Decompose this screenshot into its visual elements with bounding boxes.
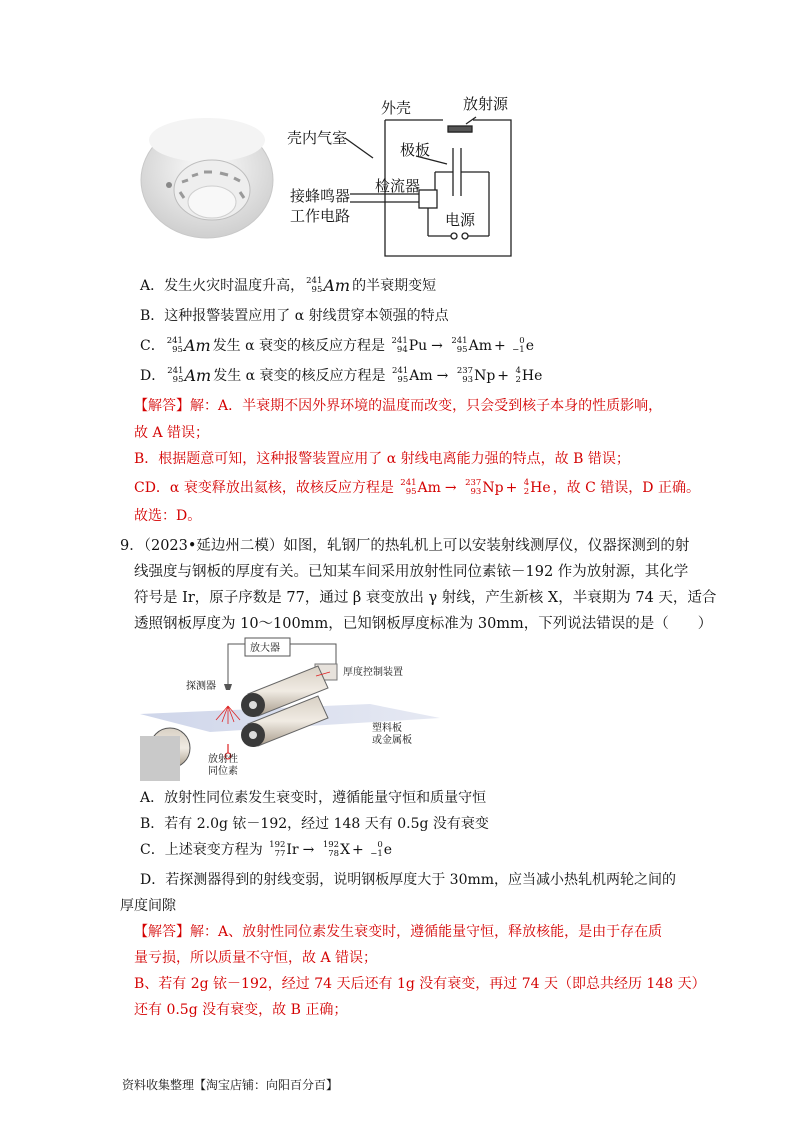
label-plate: 极板 [400, 141, 431, 159]
smoke-detector-photo [140, 110, 275, 250]
label-isotope-2: 同位素 [208, 766, 238, 777]
q8-option-b: B．这种报警装置应用了 α 射线贯穿本领强的特点 [140, 308, 449, 324]
q9-option-b: B．若有 2.0g 铱－192，经过 148 天有 0.5g 没有衰变 [140, 816, 489, 832]
q9-answer-line-2: 量亏损，所以质量不守恒，故 A 错误； [134, 950, 378, 966]
q8-option-a: A．发生火灾时温度升高， 241 95 Am 的半衰期变短 [140, 276, 437, 295]
q9-option-d-line-1: D．若探测器得到的射线变弱，说明钢板厚度大于 30mm，应当减小热轧机两轮之间的 [140, 872, 677, 888]
q8-option-d: D． 241 95 Am 发生 α 衰变的核反应方程是 241 95 Am → 237 93 Np + 4 2 He [140, 366, 543, 385]
rolling-mill-figure [140, 636, 440, 781]
label-outer-shell: 外壳 [381, 99, 412, 117]
label-plate-1: 塑料板 [372, 723, 402, 734]
q9-option-a: A．放射性同位素发生衰变时，遵循能量守恒和质量守恒 [140, 790, 487, 806]
q9-answer-line-3: B、若有 2g 铱－192，经过 74 天后还有 1g 没有衰变，再过 74 天（即总共经历 148 天） [134, 976, 706, 992]
q8-answer-line-5: 故选：D。 [134, 508, 202, 524]
q9-option-d-line-2: 厚度间隙 [120, 898, 176, 914]
q9-option-c: C．上述衰变方程为 192 77 Ir → 192 78 X + 0 −1 e [140, 840, 393, 859]
circuit-diagram [285, 92, 530, 262]
q8-option-c: C． 241 95 Am 发生 α 衰变的核反应方程是 241 94 Pu → 241 95 Am + 0 −1 e [140, 336, 534, 355]
label-power: 电源 [445, 211, 476, 229]
q9-stem-line-1: 9．（2023•延边州二模）如图，轧钢厂的热轧机上可以安装射线测厚仪，仪器探测到的射 [120, 538, 690, 554]
label-plate-2: 或金属板 [372, 735, 412, 746]
label-chamber: 壳内气室 [287, 129, 348, 147]
nuclide-am: 241 95 Am [306, 276, 351, 295]
smoke-detector-illustration [140, 110, 275, 250]
label-isotope-1: 放射性 [208, 754, 238, 765]
q9-answer-line-4: 还有 0.5g 没有衰变，故 B 正确； [134, 1002, 348, 1018]
label-amplifier: 放大器 [250, 643, 280, 654]
q8-answer-line-2: 故 A 错误； [134, 425, 210, 441]
q9-stem-line-4: 透照钢板厚度为 10～100mm，已知钢板厚度标准为 30mm，下列说法错误的是（ ） [134, 616, 713, 632]
page-footer: 资料收集整理【淘宝店铺：向阳百分百】 [122, 1078, 339, 1092]
q8-answer-line-3: B．根据题意可知，这种报警装置应用了 α 射线电离能力强的特点，故 B 错误； [134, 451, 630, 467]
q9-stem-line-2: 线强度与钢板的厚度有关。已知某车间采用放射性同位素铱－192 作为放射源，其化学 [134, 564, 689, 580]
label-probe: 探测器 [186, 681, 216, 692]
label-thickness-control: 厚度控制装置 [343, 667, 403, 678]
label-radiation-source: 放射源 [463, 95, 509, 113]
q9-stem-line-3: 符号是 Ir，原子序数是 77，通过 β 衰变放出 γ 射线，产生新核 X，半衰期为 74 天，适合 [134, 590, 717, 606]
rolling-mill-illustration [140, 636, 440, 781]
label-detector: 检流器 [375, 177, 421, 195]
label-buzzer-1: 接蜂鸣器 [290, 187, 351, 205]
label-buzzer-2: 工作电路 [290, 207, 351, 225]
q9-answer-line-1: 【解答】解：A、放射性同位素发生衰变时，遵循能量守恒，释放核能，是由于存在质 [134, 924, 663, 940]
q8-answer-line-4: CD．α 衰变释放出氦核，故核反应方程是 241 95 Am → 237 93 Np + 4 2 He ，故 C 错误，D 正确。 [134, 478, 700, 497]
q8-answer-line-1: 【解答】解：A．半衰期不因外界环境的温度而改变，只会受到核子本身的性质影响， [134, 398, 663, 414]
